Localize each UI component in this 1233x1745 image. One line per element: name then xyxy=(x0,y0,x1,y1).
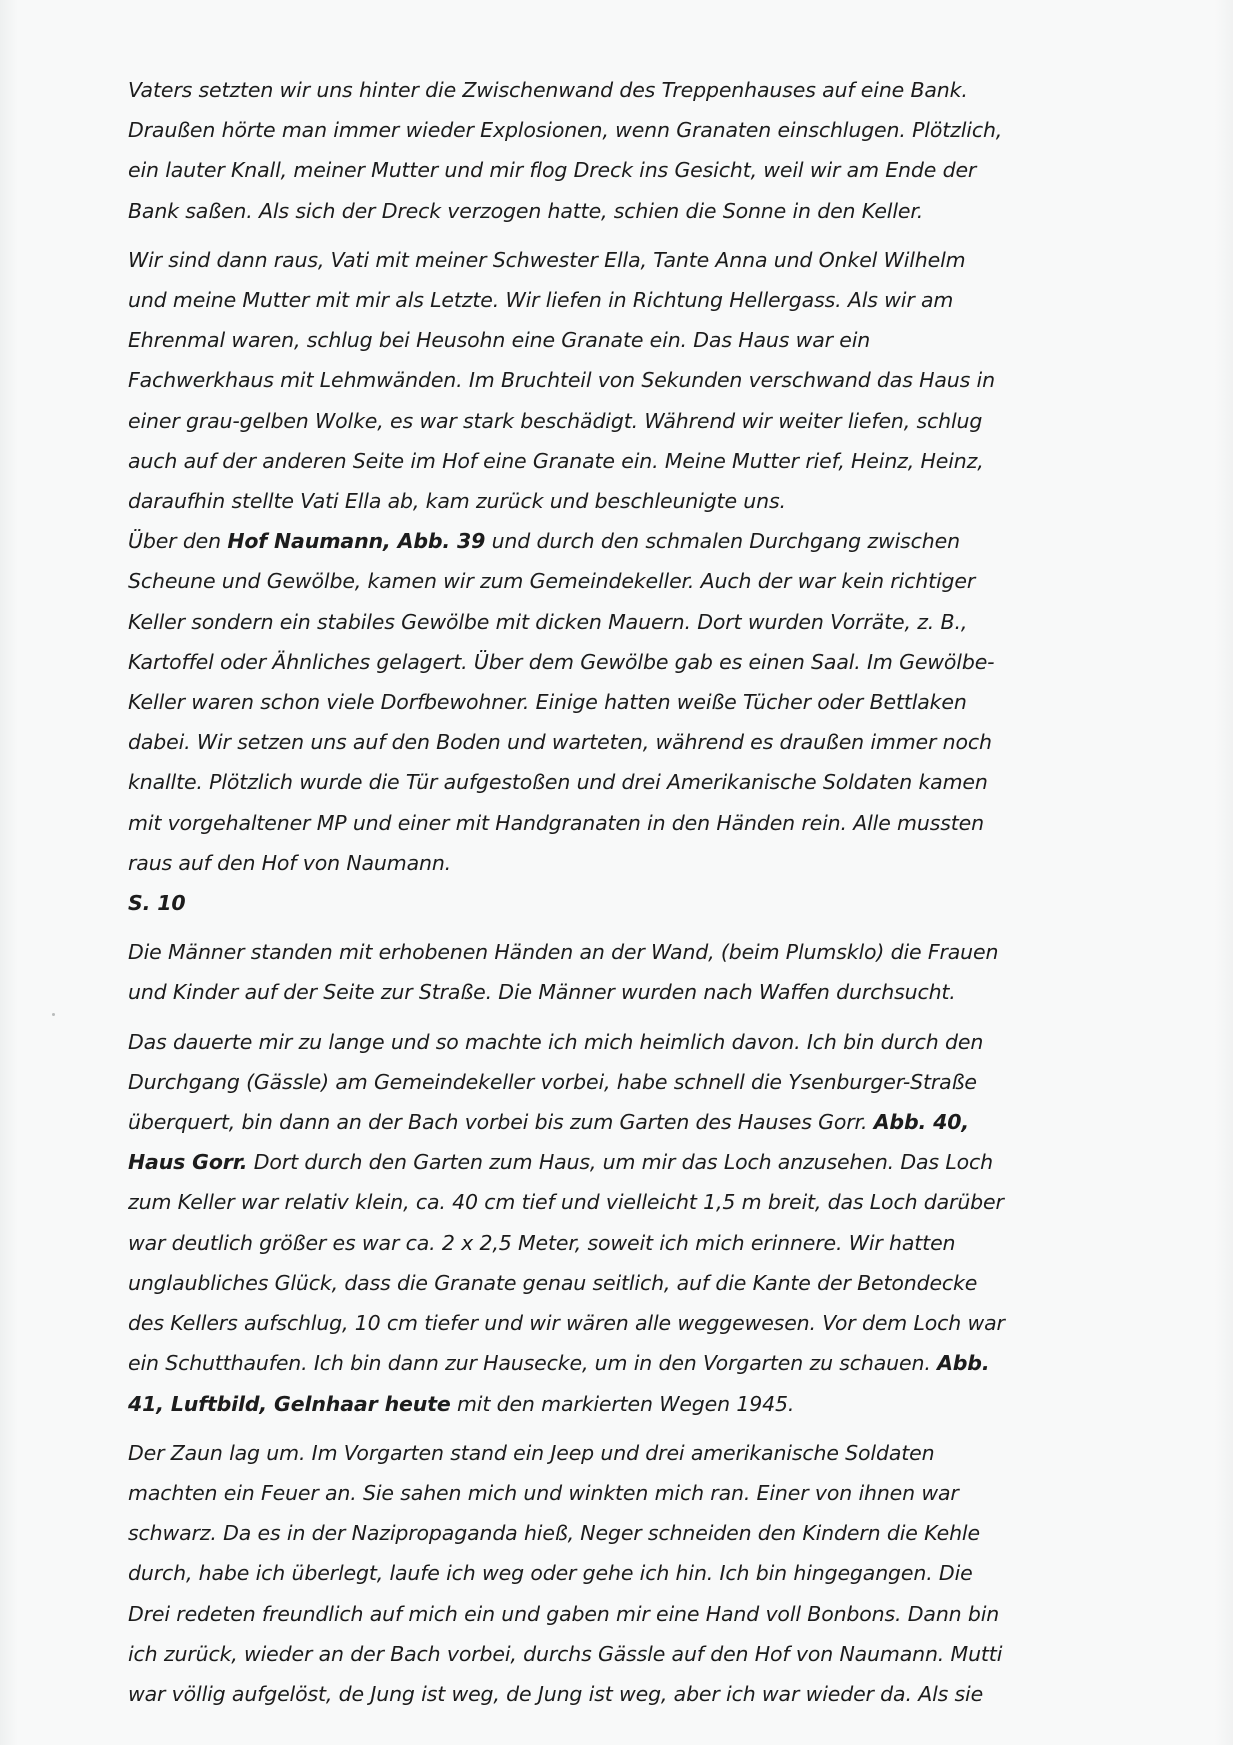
text-segment: daraufhin stellte Vati Ella ab, kam zurück und beschleunigte uns. xyxy=(128,489,786,514)
text-segment: Über den xyxy=(128,529,228,554)
text-segment: Keller sondern ein stabiles Gewölbe mit dicken Mauern. Dort wurden Vorräte, z. B., xyxy=(128,609,968,634)
text-segment: Drei redeten freundlich auf mich ein und gaben mir eine Hand voll Bonbons. Dann bin xyxy=(128,1601,1000,1626)
text-line xyxy=(128,280,1138,320)
text-segment: Durchgang (Gässle) am Gemeindekeller vorbei, habe schnell die Ysenburger-Straße xyxy=(128,1069,977,1094)
text-segment: Ehrenmal waren, schlug bei Heusohn eine Granate ein. Das Haus war ein xyxy=(128,328,871,353)
text-segment: Dort durch den Garten zum Haus, um mir das Loch anzusehen. Das Loch xyxy=(247,1150,993,1175)
paragraph xyxy=(128,240,1138,883)
text-segment: Bank saßen. Als sich der Dreck verzogen hatte, schien die Sonne in den Keller. xyxy=(128,198,924,223)
text-line xyxy=(128,722,1138,762)
text-segment: Der Zaun lag um. Im Vorgarten stand ein Jeep und drei amerikanische Soldaten xyxy=(128,1440,935,1465)
text-segment: unglaubliches Glück, dass die Granate genau seitlich, auf die Kante der Betondecke xyxy=(128,1270,978,1295)
text-line xyxy=(128,481,1138,521)
text-segment: Das dauerte mir zu lange und so machte ich mich heimlich davon. Ich bin durch den xyxy=(128,1029,984,1054)
paper-speck xyxy=(52,1013,55,1016)
figure-reference: Haus Gorr. xyxy=(128,1150,248,1175)
text-line xyxy=(128,972,1138,1012)
text-line xyxy=(128,110,1138,150)
text-segment: durch, habe ich überlegt, laufe ich weg oder gehe ich hin. Ich bin hingegangen. Die xyxy=(128,1561,973,1586)
text-line xyxy=(128,1142,1138,1182)
text-line xyxy=(128,642,1138,682)
text-segment: schwarz. Da es in der Nazipropaganda hieß, Neger schneiden den Kindern die Kehle xyxy=(128,1521,980,1546)
text-line xyxy=(128,561,1138,601)
text-line xyxy=(128,240,1138,280)
text-segment: zum Keller war relativ klein, ca. 40 cm tief und vielleicht 1,5 m breit, das Loch darüber xyxy=(128,1190,1004,1215)
text-segment: und Kinder auf der Seite zur Straße. Die Männer wurden nach Waffen durchsucht. xyxy=(128,980,956,1005)
text-line xyxy=(128,602,1138,642)
text-segment: und durch den schmalen Durchgang zwischen xyxy=(485,529,960,554)
text-line xyxy=(128,191,1138,231)
text-segment: überquert, bin dann an der Bach vorbei bis zum Garten des Hauses Gorr. xyxy=(128,1110,874,1135)
paragraph xyxy=(128,1433,1138,1714)
text-line xyxy=(128,441,1138,481)
text-line xyxy=(128,150,1138,190)
text-segment: Die Männer standen mit erhobenen Händen an der Wand, (beim Plumsklo) die Frauen xyxy=(128,940,999,965)
text-line xyxy=(128,1553,1138,1593)
text-line xyxy=(128,521,1138,561)
text-line xyxy=(128,1634,1138,1674)
text-segment: mit den markierten Wegen 1945. xyxy=(450,1391,795,1416)
text-segment: war völlig aufgelöst, de Jung ist weg, de Jung ist weg, aber ich war wieder da. Als sie xyxy=(128,1681,984,1706)
text-segment: Keller waren schon viele Dorfbewohner. Einige hatten weiße Tücher oder Bettlaken xyxy=(128,690,967,715)
text-line xyxy=(128,1062,1138,1102)
text-line xyxy=(128,1223,1138,1263)
text-line xyxy=(128,682,1138,722)
figure-reference: Hof Naumann, Abb. 39 xyxy=(227,529,486,554)
text-line xyxy=(128,70,1138,110)
text-segment: raus auf den Hof von Naumann. xyxy=(128,850,452,875)
text-line xyxy=(128,1594,1138,1634)
text-segment: Draußen hörte man immer wieder Explosionen, wenn Granaten einschlugen. Plötzlich, xyxy=(128,118,1003,143)
text-line xyxy=(128,1303,1138,1343)
text-line xyxy=(128,803,1138,843)
figure-reference: 41, Luftbild, Gelnhaar heute xyxy=(128,1391,451,1416)
paragraph xyxy=(128,932,1138,1012)
text-line xyxy=(128,1674,1138,1714)
text-line xyxy=(128,1473,1138,1513)
figure-reference: Abb. 40, xyxy=(873,1110,969,1135)
text-line xyxy=(128,1022,1138,1062)
figure-reference: Abb. xyxy=(937,1351,990,1376)
page-number-marker: S. 10 xyxy=(128,891,186,916)
text-line xyxy=(128,1513,1138,1553)
text-segment: mit vorgehaltener MP und einer mit Handgranaten in den Händen rein. Alle mussten xyxy=(128,810,984,835)
document-body xyxy=(128,70,1138,1723)
text-segment: knallte. Plötzlich wurde die Tür aufgestoßen und drei Amerikanische Soldaten kamen xyxy=(128,770,988,795)
text-segment: Fachwerkhaus mit Lehmwänden. Im Bruchteil von Sekunden verschwand das Haus in xyxy=(128,368,995,393)
text-segment: und meine Mutter mit mir als Letzte. Wir liefen in Richtung Hellergass. Als wir am xyxy=(128,288,954,313)
text-segment: einer grau-gelben Wolke, es war stark beschädigt. Während wir weiter liefen, schlug xyxy=(128,408,983,433)
text-segment: auch auf der anderen Seite im Hof eine Granate ein. Meine Mutter rief, Heinz, Heinz, xyxy=(128,448,984,473)
text-line xyxy=(128,1102,1138,1142)
text-segment: ein Schutthaufen. Ich bin dann zur Hausecke, um in den Vorgarten zu schauen. xyxy=(128,1351,938,1376)
text-line xyxy=(128,762,1138,802)
text-segment: Kartoffel oder Ähnliches gelagert. Über dem Gewölbe gab es einen Saal. Im Gewölbe- xyxy=(128,649,995,674)
text-line xyxy=(128,1384,1138,1424)
text-line xyxy=(128,320,1138,360)
text-line xyxy=(128,1343,1138,1383)
paragraph xyxy=(128,70,1138,231)
paragraph xyxy=(128,1022,1138,1424)
text-segment: dabei. Wir setzen uns auf den Boden und warteten, während es draußen immer noch xyxy=(128,730,992,755)
text-segment: machten ein Feuer an. Sie sahen mich und winkten mich ran. Einer von ihnen war xyxy=(128,1480,959,1505)
text-segment: ich zurück, wieder an der Bach vorbei, durchs Gässle auf den Hof von Naumann. Mutti xyxy=(128,1641,1003,1666)
text-segment: war deutlich größer es war ca. 2 x 2,5 Meter, soweit ich mich erinnere. Wir hatten xyxy=(128,1230,956,1255)
text-segment: Vaters setzten wir uns hinter die Zwischenwand des Treppenhauses auf eine Bank. xyxy=(128,78,968,102)
text-line xyxy=(128,360,1138,400)
text-line xyxy=(128,843,1138,883)
text-line xyxy=(128,1433,1138,1473)
text-line xyxy=(128,1182,1138,1222)
text-segment: Wir sind dann raus, Vati mit meiner Schwester Ella, Tante Anna und Onkel Wilhelm xyxy=(128,247,966,272)
text-segment: Scheune und Gewölbe, kamen wir zum Gemeindekeller. Auch der war kein richtiger xyxy=(128,569,976,594)
text-line xyxy=(128,1263,1138,1303)
text-line xyxy=(128,932,1138,972)
text-line xyxy=(128,401,1138,441)
text-segment: des Kellers aufschlug, 10 cm tiefer und wir wären alle weggewesen. Vor dem Loch war xyxy=(128,1311,1005,1336)
text-segment: ein lauter Knall, meiner Mutter und mir flog Dreck ins Gesicht, weil wir am Ende der xyxy=(128,158,977,183)
